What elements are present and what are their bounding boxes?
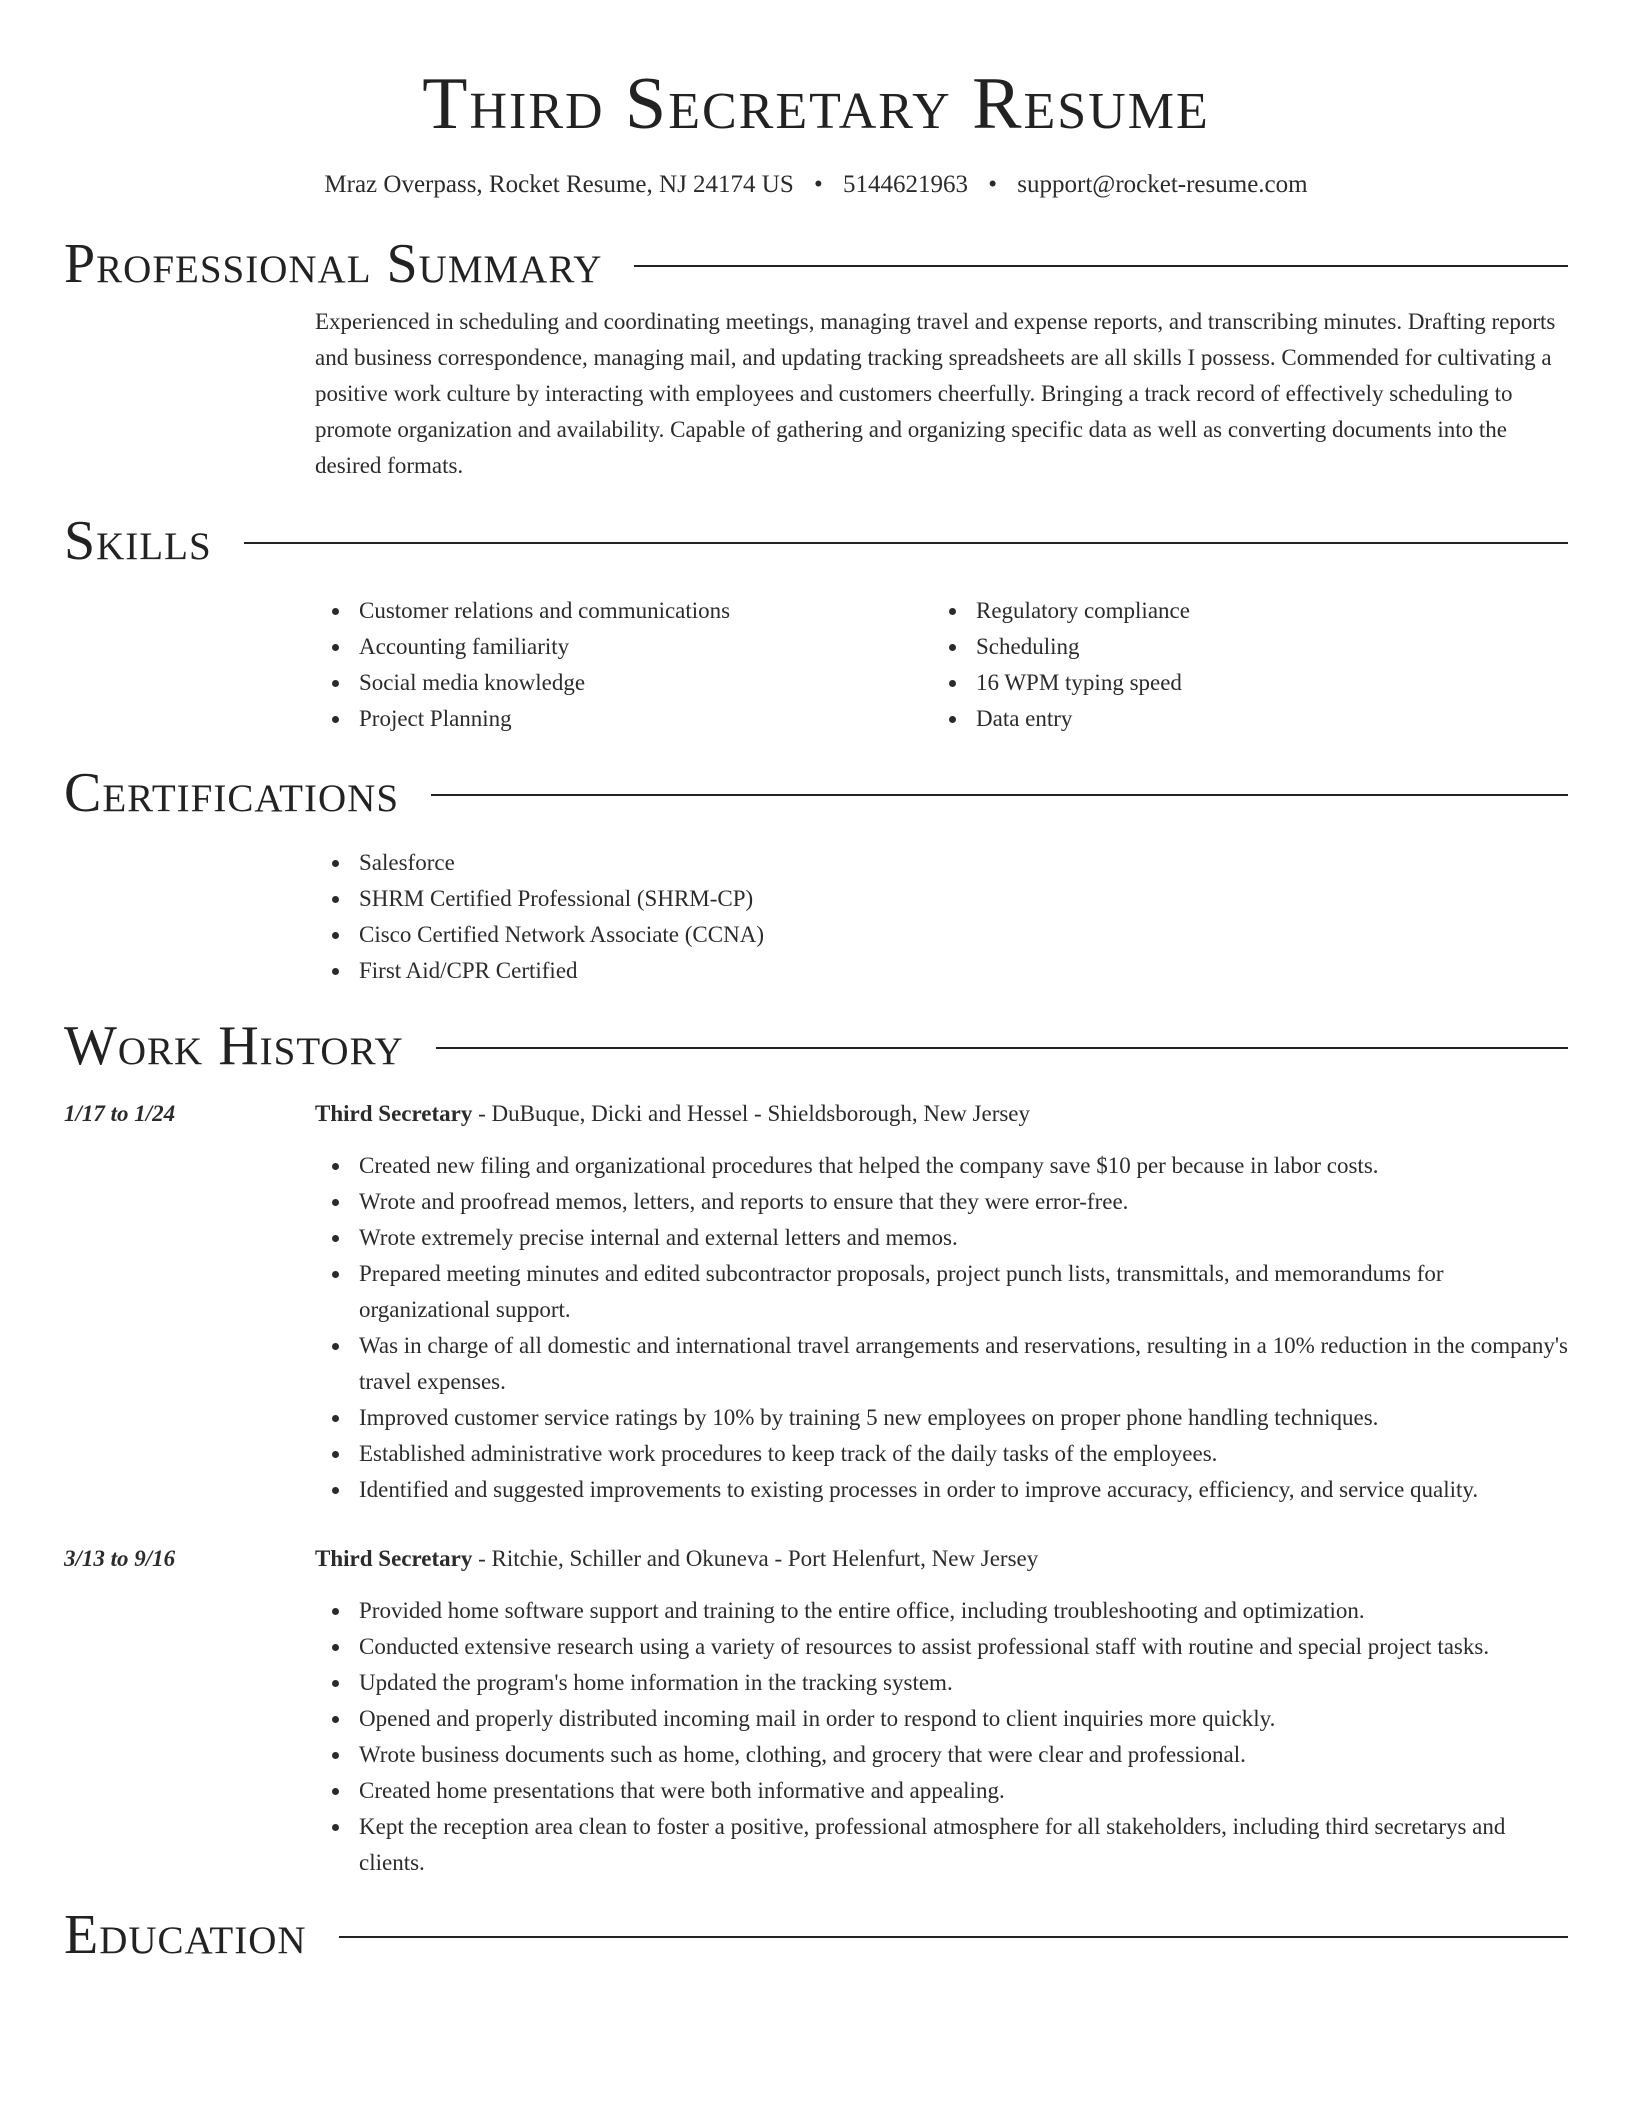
job-employer: - Ritchie, Schiller and Okuneva - Port Helenfurt, New Jersey	[472, 1546, 1039, 1571]
certifications-heading: Certifications	[64, 762, 400, 824]
job-dates: 3/13 to 9/16	[64, 1546, 176, 1571]
skills-heading: Skills	[64, 510, 212, 572]
contact-address: Mraz Overpass, Rocket Resume, NJ 24174 US	[324, 171, 794, 198]
job-bullet: Wrote and proofread memos, letters, and reports to ensure that they were error-free.	[315, 1184, 1568, 1220]
job-bullets	[315, 1148, 1568, 1508]
job-heading	[315, 1096, 1030, 1132]
job-bullet: Improved customer service ratings by 10% by training 5 new employees on proper phone handling techniques.	[315, 1400, 1568, 1436]
skills-grid	[315, 593, 1568, 737]
skill-item: Scheduling	[932, 629, 1549, 665]
job-bullet: Created home presentations that were both informative and appealing.	[315, 1773, 1568, 1809]
job-bullet: Wrote extremely precise internal and external letters and memos.	[315, 1220, 1568, 1256]
certification-item: SHRM Certified Professional (SHRM-CP)	[315, 881, 1568, 917]
certification-item: Cisco Certified Network Associate (CCNA)	[315, 917, 1568, 953]
job-entry-header	[64, 1096, 1568, 1132]
summary-text: Experienced in scheduling and coordinating meetings, managing travel and expense reports, and transcribing minutes. Drafting reports and business correspondence, managing mail, and updating tracking spreadsheets are all skills I possess. Commended for cultivating a positive work culture by interacting with employees and customers cheerfully. Bringing a track record of effectively scheduling to promote organization and availability. Capable of gathering and organizing specific data as well as converting documents into the desired formats.	[315, 309, 1556, 478]
job-bullet: Established administrative work procedures to keep track of the daily tasks of the employees.	[315, 1436, 1568, 1472]
education-section-header	[64, 1900, 1568, 1970]
job-bullet: Created new filing and organizational procedures that helped the company save $10 per because in labor costs.	[315, 1148, 1568, 1184]
job-bullet: Identified and suggested improvements to existing processes in order to improve accuracy, efficiency, and service quality.	[315, 1472, 1568, 1508]
resume-page	[64, 0, 1568, 1970]
certifications-section-header	[64, 758, 1568, 828]
contact-email: support@rocket-resume.com	[1017, 171, 1308, 198]
job-bullet: Was in charge of all domestic and international travel arrangements and reservations, resulting in a 10% reduction in the company's travel expenses.	[315, 1328, 1568, 1400]
resume-title: Third Secretary Resume	[422, 63, 1210, 145]
contact-separator: •	[814, 171, 823, 198]
summary-heading: Professional Summary	[64, 233, 603, 295]
skill-item: Accounting familiarity	[315, 629, 932, 665]
section-divider	[634, 265, 1568, 267]
contact-phone: 5144621963	[843, 171, 969, 198]
contact-line	[64, 168, 1568, 202]
certifications-list	[315, 845, 1568, 989]
certification-item: Salesforce	[315, 845, 1568, 881]
skill-item: Data entry	[932, 701, 1549, 737]
job-employer: - DuBuque, Dicki and Hessel - Shieldsborough, New Jersey	[472, 1101, 1031, 1126]
work-section-header	[64, 1011, 1568, 1081]
summary-section-header	[64, 229, 1568, 299]
skill-item: Customer relations and communications	[315, 593, 932, 629]
skill-item: Project Planning	[315, 701, 932, 737]
job-bullet: Wrote business documents such as home, clothing, and grocery that were clear and professional.	[315, 1737, 1568, 1773]
skill-item: 16 WPM typing speed	[932, 665, 1549, 701]
job-bullet: Updated the program's home information in the tracking system.	[315, 1665, 1568, 1701]
certification-item: First Aid/CPR Certified	[315, 953, 1568, 989]
job-dates: 1/17 to 1/24	[64, 1101, 176, 1126]
work-heading: Work History	[64, 1015, 404, 1077]
job-bullet: Kept the reception area clean to foster a positive, professional atmosphere for all stakeholders, including third secretarys and clients.	[315, 1809, 1568, 1881]
section-divider	[244, 542, 1568, 544]
section-divider	[431, 794, 1568, 796]
job-bullet: Opened and properly distributed incoming mail in order to respond to client inquiries more quickly.	[315, 1701, 1568, 1737]
job-bullet: Conducted extensive research using a variety of resources to assist professional staff with routine and special project tasks.	[315, 1629, 1568, 1665]
section-divider	[436, 1047, 1568, 1049]
job-bullets	[315, 1593, 1568, 1881]
job-title: Third Secretary	[315, 1546, 473, 1571]
job-bullet: Provided home software support and training to the entire office, including troubleshooting and optimization.	[315, 1593, 1568, 1629]
job-bullet: Prepared meeting minutes and edited subcontractor proposals, project punch lists, transmittals, and memorandums for organizational support.	[315, 1256, 1568, 1328]
job-heading	[315, 1541, 1038, 1577]
skills-section-header	[64, 506, 1568, 576]
skill-item: Social media knowledge	[315, 665, 932, 701]
contact-separator: •	[988, 171, 998, 198]
skill-item: Regulatory compliance	[932, 593, 1549, 629]
skills-list-right	[932, 593, 1549, 737]
skills-list-left	[315, 593, 932, 737]
education-heading: Education	[64, 1904, 307, 1966]
job-title: Third Secretary	[315, 1101, 473, 1126]
job-entry-header	[64, 1541, 1568, 1577]
section-divider	[339, 1936, 1568, 1938]
certifications-body	[315, 845, 1568, 989]
